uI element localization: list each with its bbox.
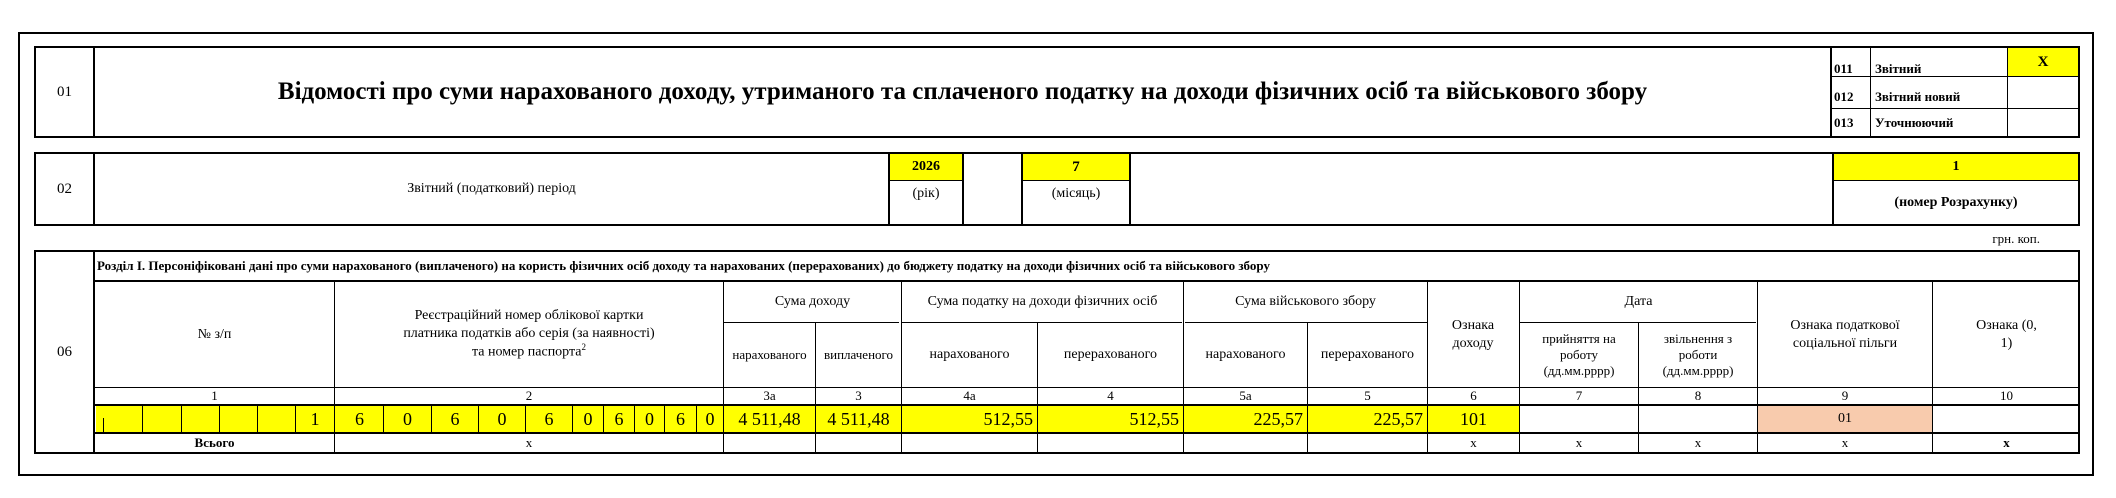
col-num-3a: 3а xyxy=(763,387,776,403)
col-num-4: 4 xyxy=(1107,387,1114,403)
header-income-sign: Ознака доходу xyxy=(1451,318,1495,351)
tax-id-digit-9: 6 xyxy=(676,408,685,429)
tax-id-digit-6: 0 xyxy=(583,408,593,429)
header-mil-accrued: нарахованого xyxy=(1205,347,1286,363)
col-num-1: 1 xyxy=(211,387,218,403)
mil-transferred-field[interactable]: 225,57 xyxy=(1308,406,1427,432)
row-code-02: 02 xyxy=(57,180,72,197)
form-title: Відомості про суми нарахованого доходу, утриманого та сплаченого податку на доходи фізичних осіб та військового збору xyxy=(277,78,1648,106)
tax-id-digit-8: 0 xyxy=(645,408,654,429)
doc-type-label-012: Звітний новий xyxy=(1875,88,1961,104)
pdfo-accrued-field[interactable]: 512,55 xyxy=(902,406,1037,432)
period-year-caption: (рік) xyxy=(912,186,940,202)
header-date-hire: прийняття на роботу (дд.мм.рррр) xyxy=(1542,330,1616,379)
calc-number-field[interactable]: 1 xyxy=(1834,154,2078,180)
header-pdfo-transferred: перерахованого xyxy=(1063,347,1158,363)
calc-number-caption: (номер Розрахунку) xyxy=(1894,195,2018,211)
header-mil: Сума військового збору xyxy=(1235,294,1376,310)
flag-field[interactable] xyxy=(1933,406,2080,432)
col-num-2: 2 xyxy=(525,387,533,403)
col-num-10: 10 xyxy=(2000,387,2013,403)
row-code-01: 01 xyxy=(57,83,72,100)
doc-type-label-011: Звітний xyxy=(1875,60,1922,76)
col-num-5: 5 xyxy=(1364,387,1371,403)
col-num-9: 9 xyxy=(1841,387,1849,403)
header-reg-line1: Реєстраційний номер облікової картки xyxy=(414,308,644,324)
header-income-accrued: нарахованого xyxy=(732,346,807,362)
tax-id-digit-7: 6 xyxy=(614,408,624,429)
total-fire-x: x xyxy=(1694,434,1702,450)
row-code-06: 06 xyxy=(57,343,72,360)
row-num-digit: 1 xyxy=(310,408,320,429)
header-pdfo-accrued: нарахованого xyxy=(929,347,1010,363)
header-num: № з/п xyxy=(197,326,232,342)
header-pdfo: Сума податку на доходи фізичних осіб xyxy=(927,294,1158,310)
col-num-7: 7 xyxy=(1575,387,1583,403)
period-month-caption: (місяць) xyxy=(1051,186,1101,202)
income-sign-field[interactable]: 101 xyxy=(1428,406,1519,432)
period-label: Звітний (податковий) період xyxy=(407,181,576,197)
doc-type-mark-011[interactable]: X xyxy=(2008,48,2078,76)
col-num-4a: 4а xyxy=(963,387,976,403)
header-income: Сума доходу xyxy=(774,294,851,310)
doc-type-code-011: 011 xyxy=(1834,60,1853,76)
hire-date-field[interactable] xyxy=(1520,406,1638,432)
tax-id-digit-1: 6 xyxy=(355,408,364,429)
fire-date-field[interactable] xyxy=(1639,406,1757,432)
col-num-8: 8 xyxy=(1694,387,1702,403)
doc-type-mark-013[interactable] xyxy=(2008,109,2078,136)
pdfo-transferred-field[interactable]: 512,55 xyxy=(1038,406,1183,432)
doc-type-mark-012[interactable] xyxy=(2008,77,2078,108)
benefit-sign-field[interactable]: 01 xyxy=(1758,406,1932,432)
period-year-field[interactable]: 2026 xyxy=(890,154,962,180)
tax-id-digit-10: 0 xyxy=(705,408,715,429)
doc-type-label-013: Уточнюючий xyxy=(1875,114,1954,130)
header-mil-transferred: перерахованого xyxy=(1320,347,1415,363)
col-num-6: 6 xyxy=(1470,387,1477,403)
header-date-fire: звільнення з роботи (дд.мм.рррр) xyxy=(1662,330,1734,379)
header-flag: Ознака (0, 1) xyxy=(1976,318,2037,351)
header-reg-line2: платника податків або серія (за наявності) xyxy=(403,325,655,341)
tax-id-digit-2: 0 xyxy=(403,408,412,429)
total-tax-id-x: x xyxy=(525,434,533,450)
income-accrued-field[interactable]: 4 511,48 xyxy=(724,406,815,432)
header-income-paid: виплаченого xyxy=(823,346,894,362)
header-reg-line3: та номер паспорта$^2$ xyxy=(471,342,587,361)
currency-note: грн. коп. xyxy=(1992,230,2040,246)
tax-id-digit-4: 0 xyxy=(497,408,507,429)
header-date: Дата xyxy=(1624,294,1653,310)
total-flag-x: x xyxy=(2003,434,2010,450)
section-title: Розділ I. Персоніфіковані дані про суми нарахованого (виплаченого) на користь фізичних осіб доходу та нарахованих (перерахованих) до бюджету податку на доходи фізичних осіб та військового збору xyxy=(97,257,1270,273)
period-month-field[interactable]: 7 xyxy=(1023,154,1129,180)
total-benefit-x: x xyxy=(1841,434,1849,450)
tax-id-digit-5: 6 xyxy=(544,408,554,429)
col-num-3: 3 xyxy=(855,387,862,403)
mil-accrued-field[interactable]: 225,57 xyxy=(1184,406,1307,432)
total-label: Всього xyxy=(194,434,235,450)
tax-id-digit-3: 6 xyxy=(450,408,460,429)
header-reg-number xyxy=(335,282,723,387)
income-paid-field[interactable]: 4 511,48 xyxy=(816,406,901,432)
header-benefit: Ознака податкової соціальної пільги xyxy=(1790,318,1900,351)
total-hire-x: x xyxy=(1575,434,1583,450)
total-sign-x: x xyxy=(1470,434,1477,450)
col-num-5a: 5а xyxy=(1239,387,1252,403)
doc-type-code-012: 012 xyxy=(1834,88,1854,104)
doc-type-code-013: 013 xyxy=(1834,114,1854,130)
